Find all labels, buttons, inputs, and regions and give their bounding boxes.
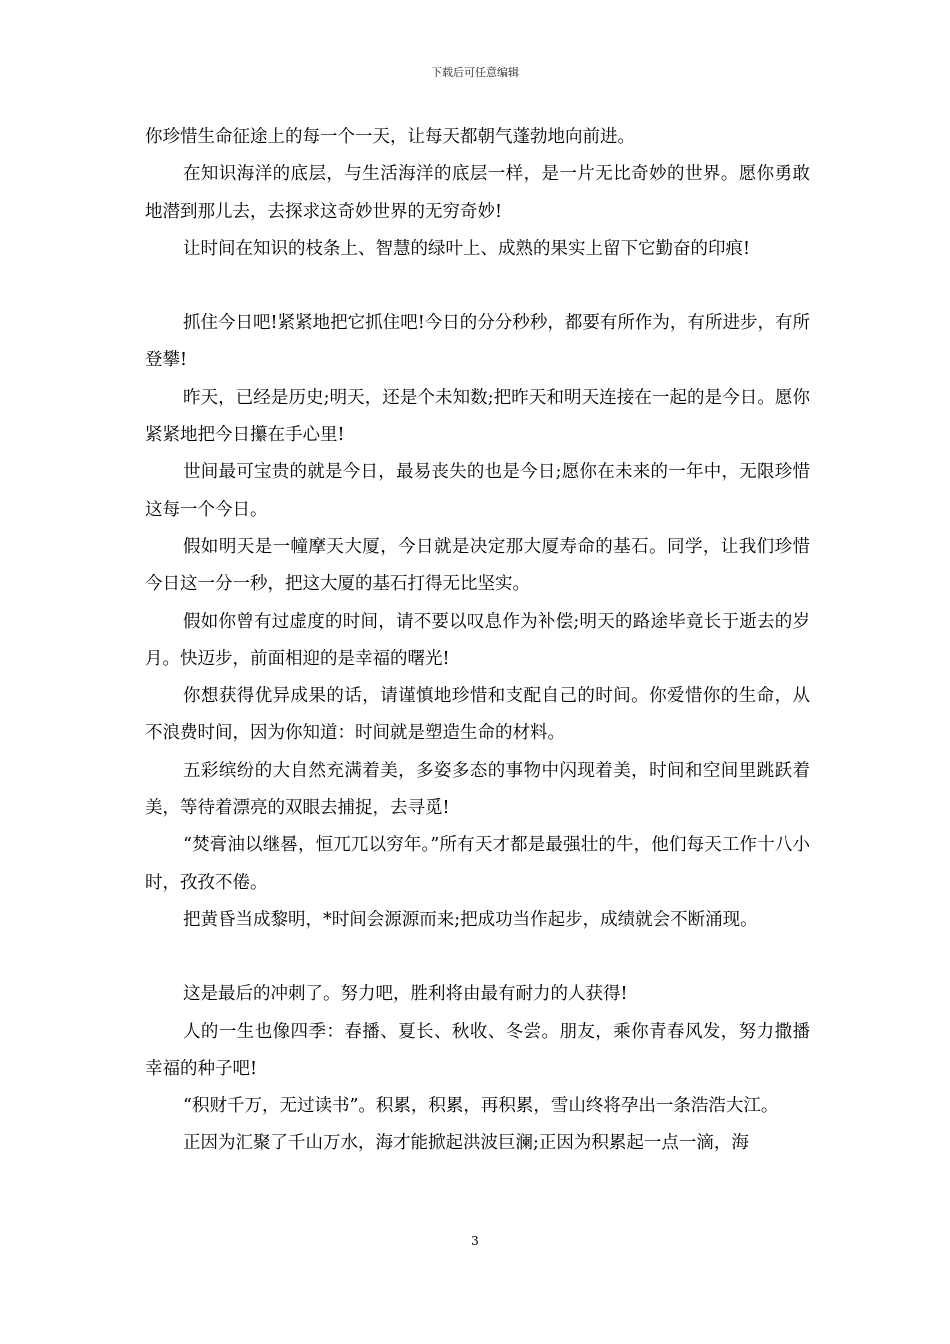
paragraph-1: 你珍惜生命征途上的每一个一天，让每天都朝气蓬勃地向前进。 [145,127,635,147]
blank-line [145,268,810,305]
paragraph-7: 假如明天是一幢摩天大厦，今日就是决定那大厦寿命的基石。同学，让我们珍惜今日这一分一秒，把这大厦的基石打得无比坚实。 [145,536,810,595]
paragraph-6: 世间最可宝贵的就是今日，最易丧失的也是今日;愿你在未来的一年中，无限珍惜这每一个今日。 [145,462,810,520]
paragraph-11: “焚膏油以继晷，恒兀兀以穷年。”所有天才都是最强壮的牛，他们每天工作十八小时，孜孜不倦。 [145,835,810,893]
document-body [145,119,810,1163]
paragraph-14: 人的一生也像四季：春播、夏长、秋收、冬尝。朋友，乘你青春风发，努力撒播幸福的种子吧! [145,1021,810,1079]
paragraph-15: “积财千万，无过读书”。积累，积累，再积累，雪山终将孕出一条浩浩大江。 [183,1096,779,1117]
paragraph-16: 正因为汇聚了千山万水，海才能掀起洪波巨澜;正因为积累起一点一滴，海 [183,1133,749,1154]
page-number: 3 [471,1234,479,1248]
paragraph-13: 这是最后的冲刺了。努力吧，胜利将由最有耐力的人获得! [183,984,628,1005]
paragraph-2: 在知识海洋的底层，与生活海洋的底层一样，是一片无比奇妙的世界。愿你勇敢地潜到那儿去，去探求这奇妙世界的无穷奇妙! [145,164,810,222]
paragraph-5: 昨天，已经是历史;明天，还是个未知数;把昨天和明天连接在一起的是今日。愿你紧紧地把今日攥在手心里! [145,387,810,446]
paragraph-9: 你想获得优异成果的话，请谨慎地珍惜和支配自己的时间。你爱惜你的生命，从不浪费时间，因为你知道：时间就是塑造生命的材料。 [145,686,810,744]
paragraph-8: 假如你曾有过虚度的时间，请不要以叹息作为补偿;明天的路途毕竟长于逝去的岁月。快迈步，前面相迎的是幸福的曙光! [145,611,810,669]
paragraph-3: 让时间在知识的枝条上、智慧的绿叶上、成熟的果实上留下它勤奋的印痕! [183,238,751,259]
blank-line [145,939,810,976]
paragraph-12: 把黄昏当成黎明，*时间会源源而来;把成功当作起步，成绩就会不断涌现。 [183,909,758,930]
paragraph-10: 五彩缤纷的大自然充满着美，多姿多态的事物中闪现着美，时间和空间里跳跃着美，等待着漂亮的双眼去捕捉，去寻觅! [145,760,810,819]
paragraph-4: 抓住今日吧!紧紧地把它抓住吧!今日的分分秒秒，都要有所作为，有所进步，有所登攀! [145,313,810,371]
page-header: 下载后可任意编辑 [431,66,519,79]
